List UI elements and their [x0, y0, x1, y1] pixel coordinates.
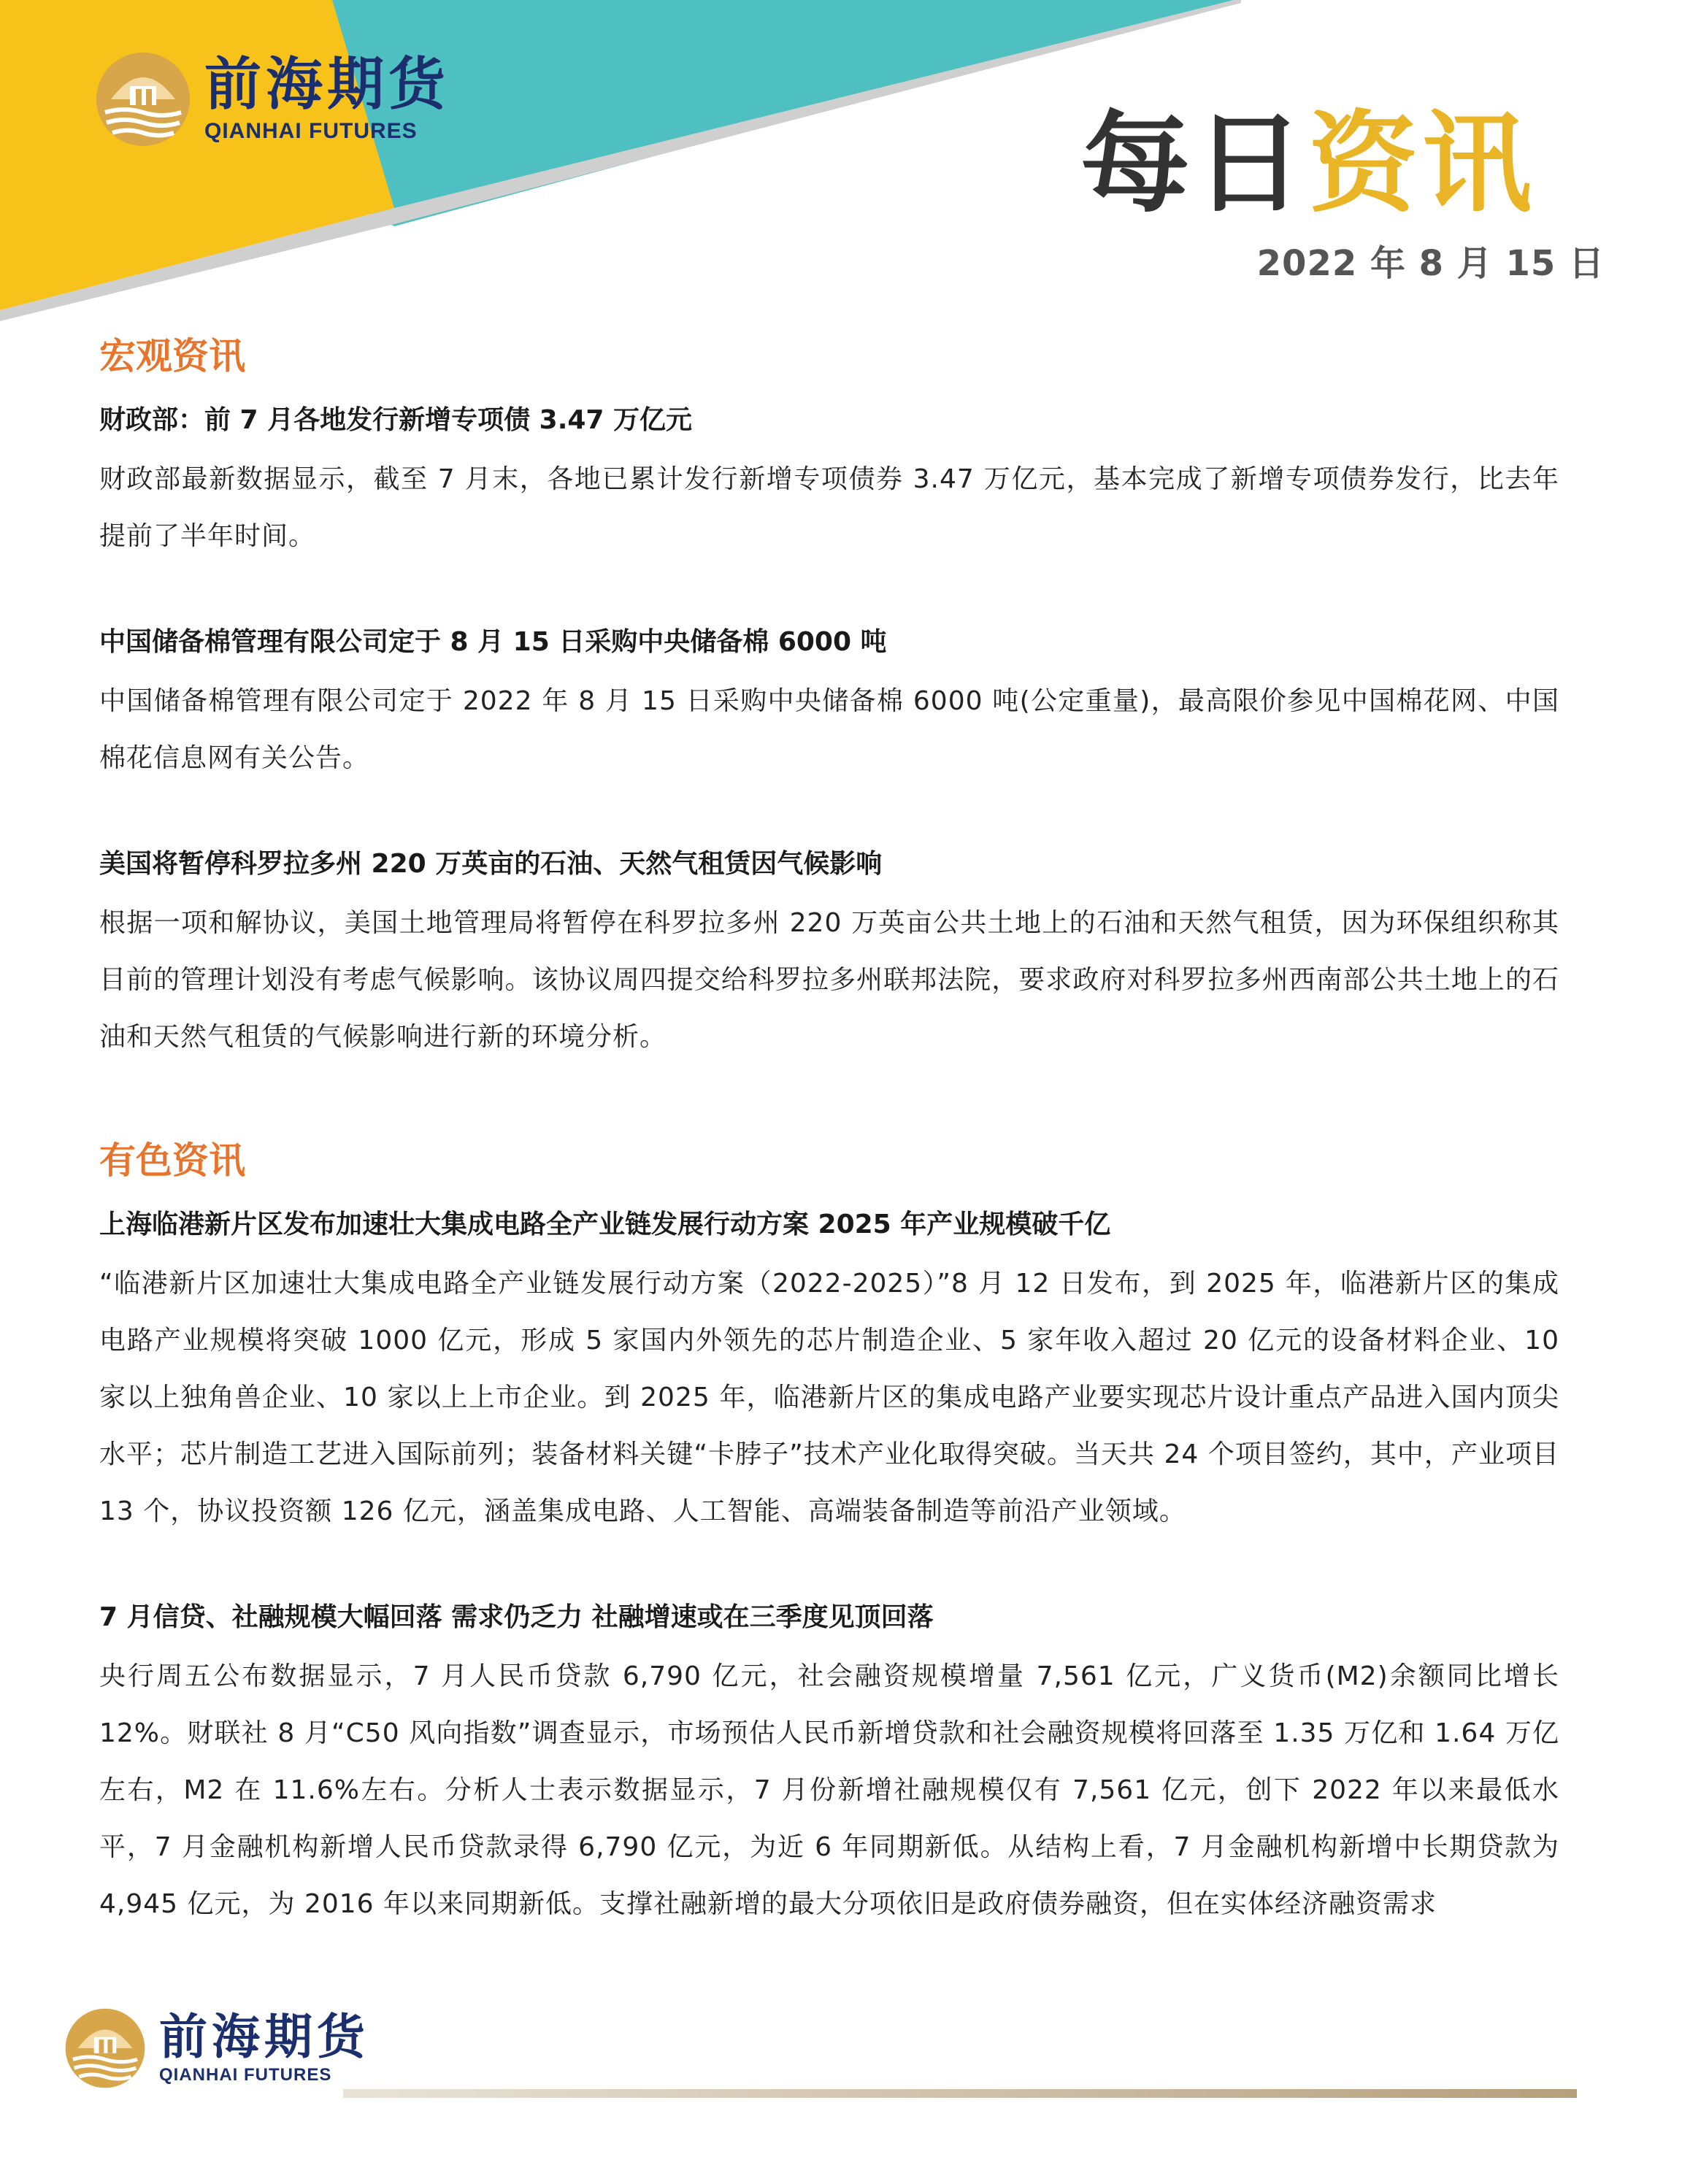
article-title: 中国储备棉管理有限公司定于 8 月 15 日采购中央储备棉 6000 吨: [99, 627, 887, 657]
page-title-part-2: 资讯: [1307, 101, 1536, 228]
footer-divider: [343, 2089, 1577, 2098]
brand-name-cn: 前海期货: [204, 51, 450, 118]
brand-logo: [95, 51, 450, 147]
footer-brand-name-en: QIANHAI FUTURES: [159, 2065, 332, 2085]
article: [99, 838, 1559, 1066]
article: [99, 394, 1559, 565]
section-title: 有色资讯: [99, 1139, 245, 1182]
page-date: 2022 年 8 月 15 日: [1256, 243, 1605, 284]
article-title: 财政部：前 7 月各地发行新增专项债 3.47 万亿元: [99, 405, 693, 435]
brand-logo-icon: [95, 51, 191, 147]
brand-name-en: QIANHAI FUTURES: [204, 119, 418, 143]
article: [99, 1591, 1559, 1933]
page-title: [1080, 101, 1536, 228]
header-corner-decoration: [0, 0, 1241, 321]
article-title: 上海临港新片区发布加速壮大集成电路全产业链发展行动方案 2025 年产业规模破千亿: [99, 1210, 1111, 1239]
article-title: 美国将暂停科罗拉多州 220 万英亩的石油、天然气租赁因气候影响: [99, 849, 883, 879]
article-body: “临港新片区加速壮大集成电路全产业链发展行动方案（2022-2025）”8 月 12 日发布，到 2025 年，临港新片区的集成电路产业规模将突破 1000 亿元，形成 5 家国内外领先的芯片制造企业、5 家年收入超过 20 亿元的设备材料企业、10 家以上独角兽企业、10 家以上上市企业。到 2025 年，临港新片区的集成电路产业要实现芯片设计重点产品进入国内顶尖水平；芯片制造工艺进入国际前列；装备材料关键“卡脖子”技术产业化取得突破。当天共 24 个项目签约，其中，产业项目 13 个，协议投资额 126 亿元，涵盖集成电路、人工智能、高端装备制造等前沿产业领域。: [99, 1269, 1559, 1526]
section-nonferrous-news: [99, 1131, 1559, 1933]
footer-logo-icon: [64, 2007, 146, 2089]
article-body: 央行周五公布数据显示，7 月人民币贷款 6,790 亿元，社会融资规模增量 7,561 亿元，广义货币(M2)余额同比增长 12%。财联社 8 月“C50 风向指数”调查显示，市场预估人民币新增贷款和社会融资规模将回落至 1.35 万亿和 1.64 万亿左右，M2 在 11.6%左右。分析人士表示数据显示，7 月份新增社融规模仅有 7,561 亿元，创下 2022 年以来最低水平，7 月金融机构新增人民币贷款录得 6,790 亿元，为近 6 年同期新低。从结构上看，7 月金融机构新增中长期贷款为 4,945 亿元，为 2016 年以来同期新低。支撑社融新增的最大分项依旧是政府债券融资，但在实体经济融资需求: [99, 1661, 1559, 1919]
article-body: 财政部最新数据显示，截至 7 月末，各地已累计发行新增专项债券 3.47 万亿元，基本完成了新增专项债券发行，比去年提前了半年时间。: [99, 464, 1559, 551]
article: [99, 616, 1559, 787]
section-macro-news: [99, 327, 1559, 1066]
section-title: 宏观资讯: [99, 335, 245, 377]
article-body: 中国储备棉管理有限公司定于 2022 年 8 月 15 日采购中央储备棉 6000 吨(公定重量)，最高限价参见中国棉花网、中国棉花信息网有关公告。: [99, 686, 1559, 773]
article-title: 7 月信贷、社融规模大幅回落 需求仍乏力 社融增速或在三季度见顶回落: [99, 1602, 934, 1632]
article-body: 根据一项和解协议，美国土地管理局将暂停在科罗拉多州 220 万英亩公共土地上的石油和天然气租赁，因为环保组织称其目前的管理计划没有考虑气候影响。该协议周四提交给科罗拉多州联邦法院，要求政府对科罗拉多州西南部公共土地上的石油和天然气租赁的气候影响进行新的环境分析。: [99, 908, 1559, 1052]
main-content: [99, 327, 1559, 1999]
footer-brand-name-cn: 前海期货: [159, 2008, 369, 2065]
footer-logo: [64, 2007, 369, 2089]
page-title-part-1: 每日: [1080, 101, 1308, 228]
article: [99, 1199, 1559, 1540]
